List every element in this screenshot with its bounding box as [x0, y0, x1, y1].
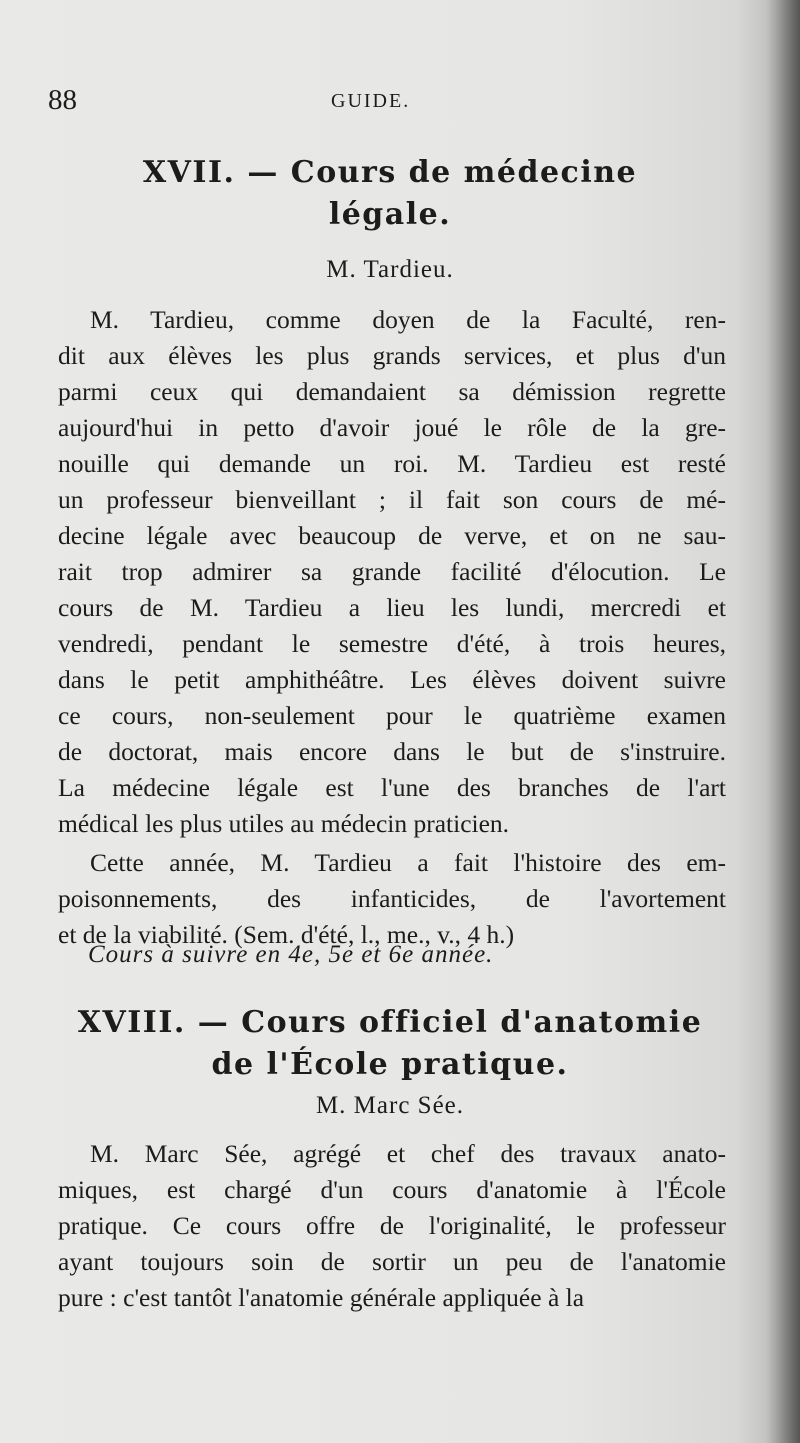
text-line: M. Tardieu, comme doyen de la Faculté, ren- [90, 305, 726, 334]
page-number: 88 [48, 84, 77, 116]
section-heading-line: légale. [328, 197, 452, 232]
text-line: médical les plus utiles au médecin praticien. [58, 809, 510, 838]
text-line: dit aux élèves les plus grands services, et plus d'un [58, 341, 726, 370]
text-line: ce cours, non-seulement pour le quatrième examen [58, 701, 726, 730]
text-line: pratique. Ce cours offre de l'originalité, le professeur [58, 1211, 726, 1240]
text-line: pure : c'est tantôt l'anatomie générale appliquée à la [58, 1283, 585, 1312]
text-line: miques, est chargé d'un cours d'anatomie à l'École [58, 1175, 726, 1204]
text-line: parmi ceux qui demandaient sa démission regrette [58, 377, 726, 406]
text-line: dans le petit amphithéâtre. Les élèves doivent suivre [58, 665, 726, 694]
text-line: un professeur bienveillant ; il fait son cours de mé- [58, 485, 726, 514]
page-gutter-shadow [766, 0, 800, 1443]
running-head [48, 84, 730, 124]
running-title: GUIDE. [331, 90, 411, 112]
text-line: vendredi, pendant le semestre d'été, à trois heures, [58, 629, 726, 658]
text-line: cours de M. Tardieu a lieu les lundi, mercredi et [58, 593, 726, 622]
course-year-note: Cours à suivre en 4e, 5e et 6e année. [88, 941, 494, 968]
text-line: poisonnements, des infanticides, de l'avortement [58, 884, 726, 913]
text-line: de doctorat, mais encore dans le but de s'instruire. [58, 737, 726, 766]
text-line: decine légale avec beaucoup de verve, et on ne sau- [58, 521, 726, 550]
text-line: et de la viabilité. (Sem. d'été, l., me., v., 4 h.) [58, 920, 515, 949]
section-heading-xviii [60, 1002, 720, 1086]
section-heading-xvii [60, 152, 720, 236]
text-line: aujourd'hui in petto d'avoir joué le rôle de la gre- [58, 413, 726, 442]
section-heading-line: XVII. — Cours de médecine [142, 155, 638, 190]
text-line: ayant toujours soin de sortir un peu de l'anatomie [58, 1247, 726, 1276]
paragraph-tardieu-intro [58, 302, 726, 842]
professor-name: M. Tardieu. [326, 256, 454, 283]
paragraph-tardieu-topics [58, 845, 726, 953]
professor-name: M. Marc Sée. [315, 1092, 465, 1119]
text-line: Cette année, M. Tardieu a fait l'histoire des em- [90, 848, 726, 877]
paragraph-marc-see [58, 1136, 726, 1316]
section-heading-line: de l'École pratique. [211, 1047, 569, 1082]
text-line: nouille qui demande un roi. M. Tardieu est resté [58, 449, 726, 478]
text-line: rait trop admirer sa grande facilité d'élocution. Le [58, 557, 726, 586]
section-heading-line: XVIII. — Cours officiel d'anatomie [77, 1005, 703, 1040]
text-line: M. Marc Sée, agrégé et chef des travaux anato- [90, 1139, 726, 1168]
text-line: La médecine légale est l'une des branches de l'art [58, 773, 726, 802]
